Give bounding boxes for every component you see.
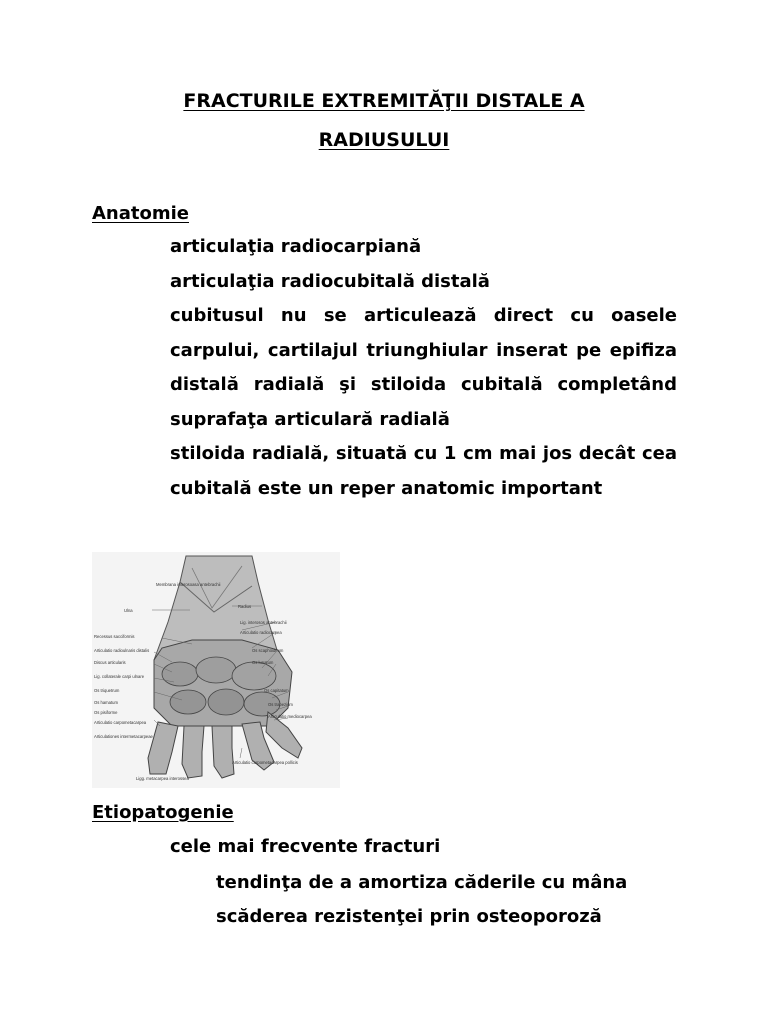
section-heading-anatomie: Anatomie — [92, 203, 189, 224]
figure-label-radius: Radius — [238, 604, 252, 609]
figure-label-os-pisiforme: Os pisiforme — [94, 710, 118, 715]
anatomie-item: articulaţia radiocubitală distală — [170, 270, 490, 292]
figure-label-discus: Discus articularis — [94, 660, 126, 665]
figure-label-os-trapezium: Os trapezium — [268, 702, 293, 707]
document-title-line-1: FRACTURILE EXTREMITĂŢII DISTALE A — [183, 90, 585, 112]
etiopatogenie-subitem: scăderea rezistenţei prin osteoporoză — [216, 906, 602, 927]
figure-label-art-carpometacarpea: Articulatio carpometacarpea — [94, 720, 147, 725]
anatomie-item: articulaţia radiocarpiană — [170, 236, 422, 257]
figure-label-art-mediocarpea: Articulatio mediocarpea — [268, 714, 312, 719]
figure-label-art-radioulnaris: Articulatio radioulnaris distalis — [94, 648, 150, 653]
figure-label-recessus: Recessus sacciformis — [94, 634, 135, 639]
document-title-line-2: RADIUSULUI — [318, 129, 450, 151]
figure-label-membrana: Membrana interosoasa antebrachii — [156, 582, 221, 587]
etiopatogenie-subitem: tendinţa de a amortiza căderile cu mâna — [216, 872, 628, 893]
wrist-anatomy-figure — [92, 552, 340, 788]
figure-label-ulna: Ulna — [124, 608, 133, 613]
anatomie-item: stiloida radială, situată cu 1 cm mai jos decât cea cubitală este un reper anatomic important — [170, 443, 677, 499]
figure-label-os-triquetrum: Os triquetrum — [94, 688, 120, 693]
anatomie-item: cubitusul nu se articulează direct cu oasele carpului, cartilajul triunghiular inserat pe epifiza distală radială şi stiloida cubitală completând suprafaţa articulară radială — [170, 305, 677, 430]
figure-label-lig-interosos: Lig. interosos antebrachii — [240, 620, 287, 625]
section-heading-etiopatogenie: Etiopatogenie — [92, 802, 234, 823]
figure-label-os-capitatum: Os capitatum — [264, 688, 289, 693]
figure-label-lig-metacarpea: Ligg. metacarpea interossea — [136, 776, 189, 781]
anatomie-list — [170, 230, 677, 506]
figure-label-art-cmc-pollicis: Articulatio carpometacarpea pollicis — [232, 760, 298, 765]
figure-label-art-intermetacarpeae: Articulationes intermetacarpeae — [94, 734, 153, 739]
figure-label-lig-collaterale: Lig. collaterale carpi ulnare — [94, 674, 145, 679]
etiopatogenie-item: cele mai frecvente fracturi — [170, 836, 441, 857]
figure-label-os-scaphoideum: Os scaphoideum — [252, 648, 284, 653]
figure-label-os-lunatum: Os lunatum — [252, 660, 274, 665]
figure-label-art-radiocarpea: Articulatio radiocarpea — [240, 630, 282, 635]
figure-label-os-hamatum: Os hamatum — [94, 700, 118, 705]
